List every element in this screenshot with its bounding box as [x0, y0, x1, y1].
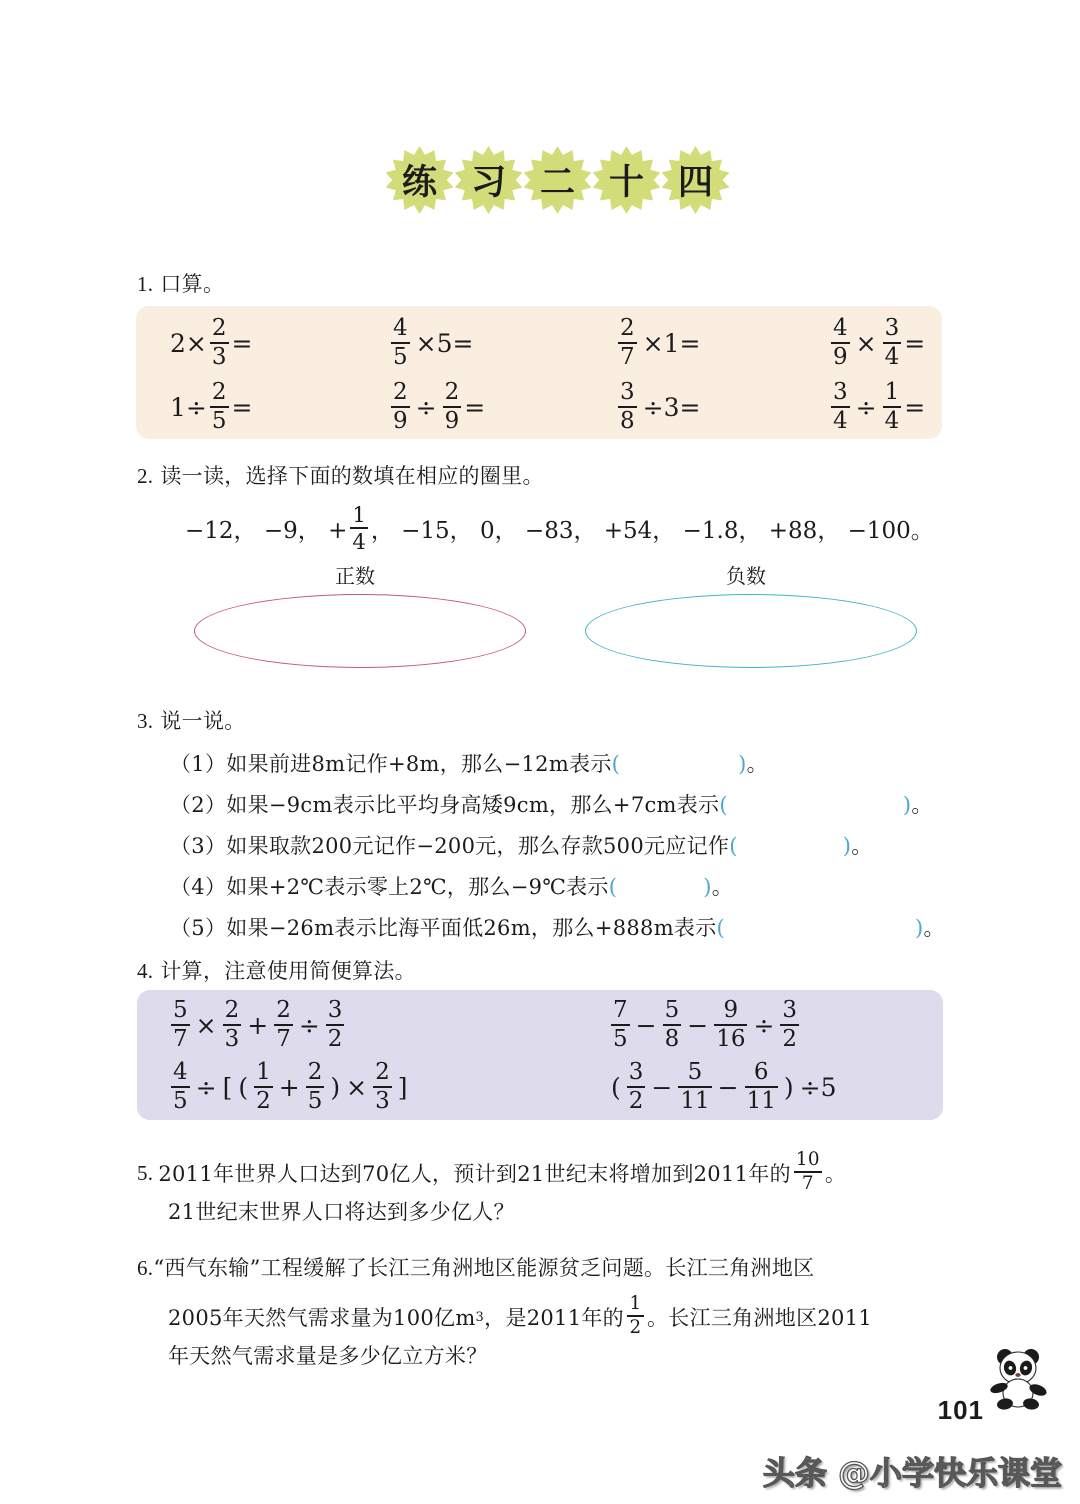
q3-item-1-tail: 。 — [746, 752, 768, 776]
q2-number: 2. — [137, 464, 154, 488]
q3-item-1 — [170, 748, 768, 778]
q4-prompt: 计算，注意使用简便算法。 — [160, 959, 416, 983]
q4-expression-2: $\frac{7}{5}$ − $\frac{5}{8}$ − $\frac{9}{16}$ ÷ $\frac{3}{2}$ — [613, 997, 798, 1052]
q4-number: 4. — [137, 959, 154, 983]
q1-problem-box — [136, 306, 942, 439]
title-char: 习 — [470, 162, 506, 203]
q5-text-a: 2011年世界人口达到70亿人，预计到21世纪末将增加到2011年的 — [158, 1162, 791, 1187]
title-star-1 — [457, 142, 520, 218]
title-char: 四 — [677, 162, 713, 203]
title-star-3 — [595, 142, 658, 218]
q3-number: 3. — [137, 709, 154, 733]
q2-numbers-after: ， −15， 0， −83， +54， −1.8， +88， −100。 — [370, 518, 934, 545]
q5-text-b: 。 — [824, 1162, 847, 1187]
q6-line-2: 2005年天然气需求量为100亿m 3 ，是2011年的 $\frac{1}{2}$ 。长江三角洲地区2011 — [168, 1293, 873, 1338]
q4-heading — [137, 955, 416, 985]
title-stars — [388, 142, 733, 218]
q3-prompt: 说一说。 — [160, 709, 246, 733]
q3-item-2-tail: 。 — [911, 793, 933, 817]
q3-item-4-tail: 。 — [711, 875, 734, 899]
q3-item-1-text: 如果前进8m记作+8m，那么−12m表示 — [226, 752, 612, 776]
page-number: 101 — [937, 1395, 984, 1425]
q6-number: 6. — [137, 1256, 154, 1280]
q4-expression-1: $\frac{5}{7}$ × $\frac{2}{3}$ + $\frac{2}{7}$ ÷ $\frac{3}{2}$ — [173, 997, 343, 1052]
q1-problem-1: 2× $\frac{2}{3}$ = — [170, 315, 253, 370]
title-char: 十 — [608, 162, 644, 203]
title-char: 二 — [539, 162, 575, 203]
negative-numbers-circle[interactable] — [585, 594, 917, 668]
q2-prompt: 读一读，选择下面的数填在相应的圈里。 — [160, 464, 544, 488]
q3-item-2 — [170, 789, 933, 819]
q1-heading — [137, 268, 224, 298]
q6-line-3: 年天然气需求量是多少亿立方米？ — [168, 1344, 488, 1368]
q3-item-5-tail: 。 — [923, 916, 945, 940]
q3-item-3-text: 如果取款200元记作−200元，那么存款500元应记作 — [226, 834, 730, 858]
q2-numbers-before: −12， −9， + — [185, 518, 348, 545]
circle-label-negative: 负数 — [726, 564, 766, 588]
q3-item-4 — [170, 871, 733, 901]
q3-item-2-label: （2） — [170, 793, 227, 817]
q3-item-4-text: 如果+2℃表示零上2℃，那么−9℃表示 — [226, 875, 609, 899]
q3-item-2-text: 如果−9cm表示比平均身高矮9cm，那么+7cm表示 — [226, 793, 720, 817]
q3-item-4-blank[interactable]: ( ) — [608, 875, 712, 899]
q5-number: 5. — [137, 1160, 154, 1185]
q1-problem-6: $\frac{2}{9}$ ÷ $\frac{2}{9}$ = — [393, 379, 486, 434]
q1-problem-8: $\frac{3}{4}$ ÷ $\frac{1}{4}$ = — [833, 379, 926, 434]
page-title-banner — [0, 140, 1080, 260]
q3-item-3-tail: 。 — [851, 834, 873, 858]
q6-line-1 — [137, 1252, 814, 1282]
q3-item-5-text: 如果−26m表示比海平面低26m，那么+888m表示 — [226, 916, 717, 940]
positive-numbers-circle[interactable] — [194, 594, 526, 668]
q1-prompt: 口算。 — [160, 272, 225, 296]
q3-item-5-label: （5） — [170, 916, 227, 940]
q1-problem-5: 1÷ $\frac{2}{5}$ = — [170, 379, 253, 434]
q5-line-1: 5. 2011年世界人口达到70亿人，预计到21世纪末将增加到2011年的 $\frac{10}{7}$ 。 — [137, 1149, 847, 1194]
title-star-4 — [664, 142, 727, 218]
q3-item-3-label: （3） — [170, 834, 227, 858]
q2-number-list: −12， −9， + $\frac{1}{4}$ ， −15， 0， −83， +54， −1.8， +88， −100。 — [185, 502, 934, 554]
q2-heading — [137, 460, 544, 490]
q4-expression-3: $\frac{4}{5}$ ÷ [ ( $\frac{1}{2}$ + $\frac{2}{5}$ ) × $\frac{2}{3}$ ] — [173, 1059, 408, 1114]
title-char: 练 — [401, 162, 437, 203]
q6-text-2b: ，是2011年的 — [484, 1306, 624, 1331]
q5-line-2: 21世纪末世界人口将达到多少亿人？ — [168, 1200, 515, 1224]
title-star-0 — [388, 142, 451, 218]
q6-text-2c: 。长江三角洲地区2011 — [646, 1306, 873, 1331]
q3-item-1-label: （1） — [170, 752, 227, 776]
title-star-2 — [526, 142, 589, 218]
q6-text-2a: 2005年天然气需求量为100亿m — [168, 1306, 476, 1331]
q1-problem-7: $\frac{3}{8}$ ÷3= — [620, 379, 701, 434]
q3-item-2-blank[interactable]: ( ) — [719, 793, 912, 817]
q3-item-1-blank[interactable]: ( ) — [611, 752, 747, 776]
q3-item-3-blank[interactable]: ( ) — [729, 834, 852, 858]
q1-number: 1. — [137, 272, 154, 296]
q3-heading — [137, 705, 246, 735]
q3-item-4-label: （4） — [170, 875, 227, 899]
watermark-text: 头条 @小学快乐课堂 — [762, 1454, 1062, 1492]
q6-superscript: 3 — [475, 1309, 485, 1325]
q1-problem-4: $\frac{4}{9}$ × $\frac{3}{4}$ = — [833, 315, 926, 370]
q1-problem-3: $\frac{2}{7}$ ×1= — [620, 315, 701, 370]
q3-item-3 — [170, 830, 873, 860]
q6-text-1: “西气东输”工程缓解了长江三角洲地区能源贫乏问题。长江三角洲地区 — [153, 1256, 815, 1280]
q3-item-5-blank[interactable]: ( ) — [716, 916, 924, 940]
q1-problem-2: $\frac{4}{5}$ ×5= — [393, 315, 474, 370]
panda-icon — [984, 1346, 1052, 1412]
q3-item-5 — [170, 912, 945, 942]
circle-label-positive: 正数 — [335, 564, 375, 588]
q4-expression-4: ( $\frac{3}{2}$ − $\frac{5}{11}$ − $\frac{6}{11}$ ) ÷5 — [611, 1059, 837, 1114]
